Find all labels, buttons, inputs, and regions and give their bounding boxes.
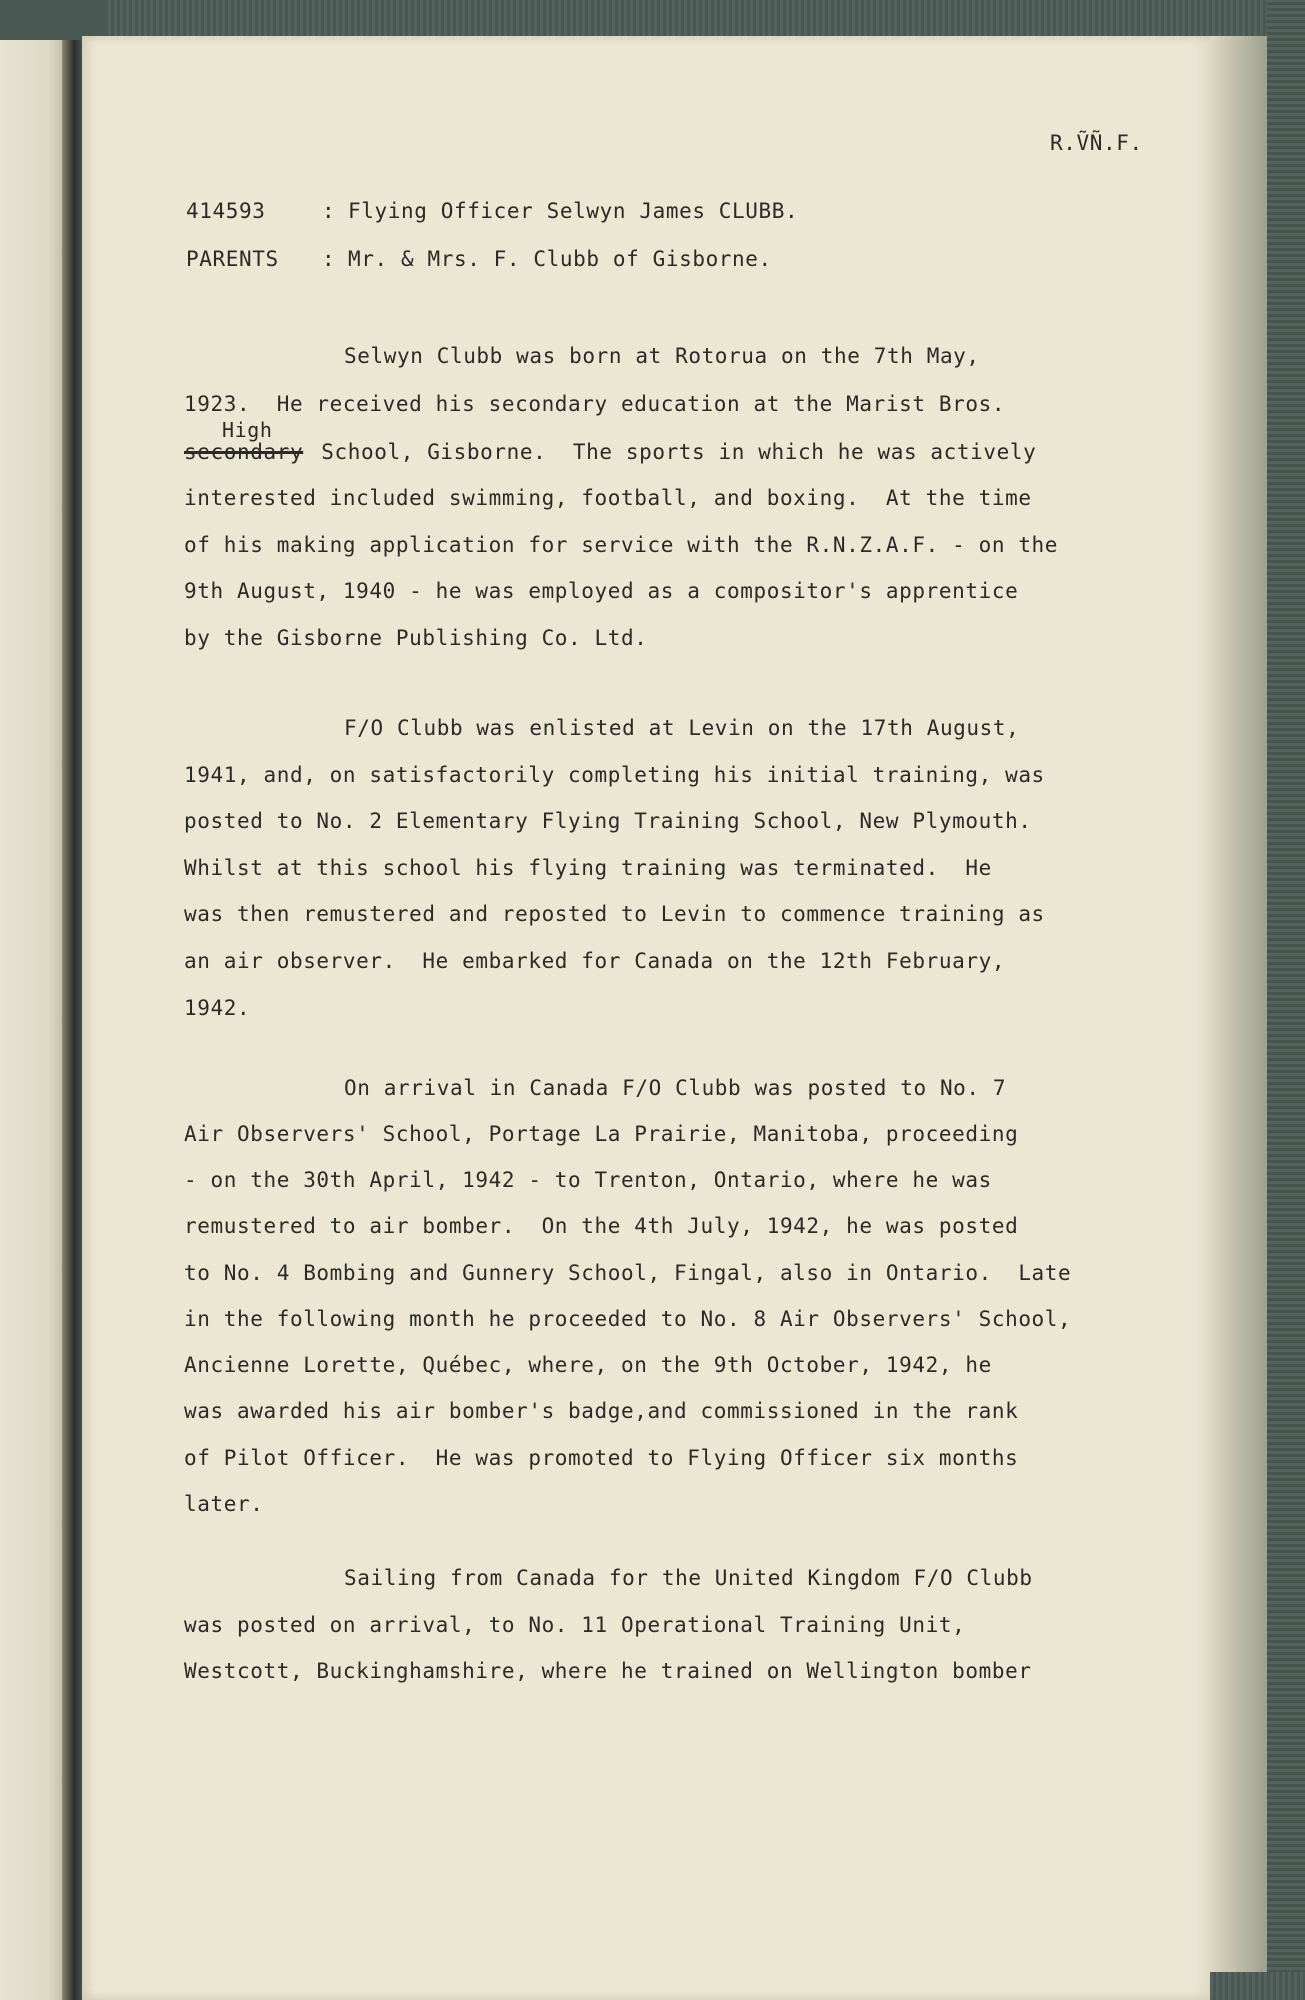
- document-page: [82, 36, 1210, 2000]
- text-line: Westcott, Buckinghamshire, where he trained on Wellington bomber: [184, 1659, 1032, 1683]
- text-line: On arrival in Canada F/O Clubb was posted to No. 7: [344, 1076, 1007, 1100]
- page-stack-edge: [1205, 36, 1267, 2000]
- text-line: interested included swimming, football, and boxing. At the time: [184, 486, 1032, 510]
- text-line: Selwyn Clubb was born at Rotorua on the 7th May,: [344, 344, 980, 368]
- text-line: to No. 4 Bombing and Gunnery School, Fingal, also in Ontario. Late: [184, 1261, 1072, 1285]
- binder-cover-top: [108, 0, 1305, 36]
- text-line: later.: [184, 1492, 264, 1516]
- header-colon: :: [322, 199, 336, 223]
- handwritten-insert: High: [222, 418, 273, 442]
- text-line: 1942.: [184, 996, 251, 1020]
- text-line: of his making application for service with the R.N.Z.A.F. - on the: [184, 533, 1059, 557]
- service-number: 414593: [186, 199, 266, 223]
- officer-name: Flying Officer Selwyn James CLUBB.: [348, 199, 799, 223]
- text-line: in the following month he proceeded to No. 8 Air Observers' School,: [184, 1307, 1072, 1331]
- text-line: was posted on arrival, to No. 11 Operational Training Unit,: [184, 1613, 966, 1637]
- book-gutter: [62, 40, 82, 2000]
- text-line: was awarded his air bomber's badge,and commissioned in the rank: [184, 1399, 1019, 1423]
- text-line: - on the 30th April, 1942 - to Trenton, Ontario, where he was: [184, 1168, 992, 1192]
- reference-code: R.ṼÑ.F.: [1050, 131, 1143, 155]
- left-page: [0, 40, 70, 2000]
- text-line: posted to No. 2 Elementary Flying Training School, New Plymouth.: [184, 809, 1032, 833]
- text-line: Sailing from Canada for the United Kingdom F/O Clubb: [344, 1566, 1033, 1590]
- text-line: 1923. He received his secondary education at the Marist Bros.: [184, 392, 1006, 416]
- text-line: Air Observers' School, Portage La Prairie, Manitoba, proceeding: [184, 1122, 1019, 1146]
- header-colon: :: [322, 247, 336, 271]
- parents-label: PARENTS: [186, 247, 279, 271]
- text-line: remustered to air bomber. On the 4th July, 1942, he was posted: [184, 1214, 1019, 1238]
- binder-cover-right: [1267, 0, 1305, 2000]
- text-line: an air observer. He embarked for Canada on the 12th February,: [184, 949, 1006, 973]
- text-line: Whilst at this school his flying training was terminated. He: [184, 856, 992, 880]
- text-line: 1941, and, on satisfactorily completing his initial training, was: [184, 763, 1045, 787]
- text-line: 9th August, 1940 - he was employed as a compositor's apprentice: [184, 579, 1019, 603]
- text-line: by the Gisborne Publishing Co. Ltd.: [184, 626, 648, 650]
- text-line: of Pilot Officer. He was promoted to Flying Officer six months: [184, 1446, 1019, 1470]
- text-line: F/O Clubb was enlisted at Levin on the 17th August,: [344, 716, 1020, 740]
- text-line: Ancienne Lorette, Québec, where, on the 9th October, 1942, he: [184, 1353, 992, 1377]
- text-line: School, Gisborne. The sports in which he was actively: [308, 440, 1037, 464]
- struck-word: secondary: [184, 440, 304, 464]
- text-line: was then remustered and reposted to Levin to commence training as: [184, 902, 1045, 926]
- parents-value: Mr. & Mrs. F. Clubb of Gisborne.: [348, 247, 772, 271]
